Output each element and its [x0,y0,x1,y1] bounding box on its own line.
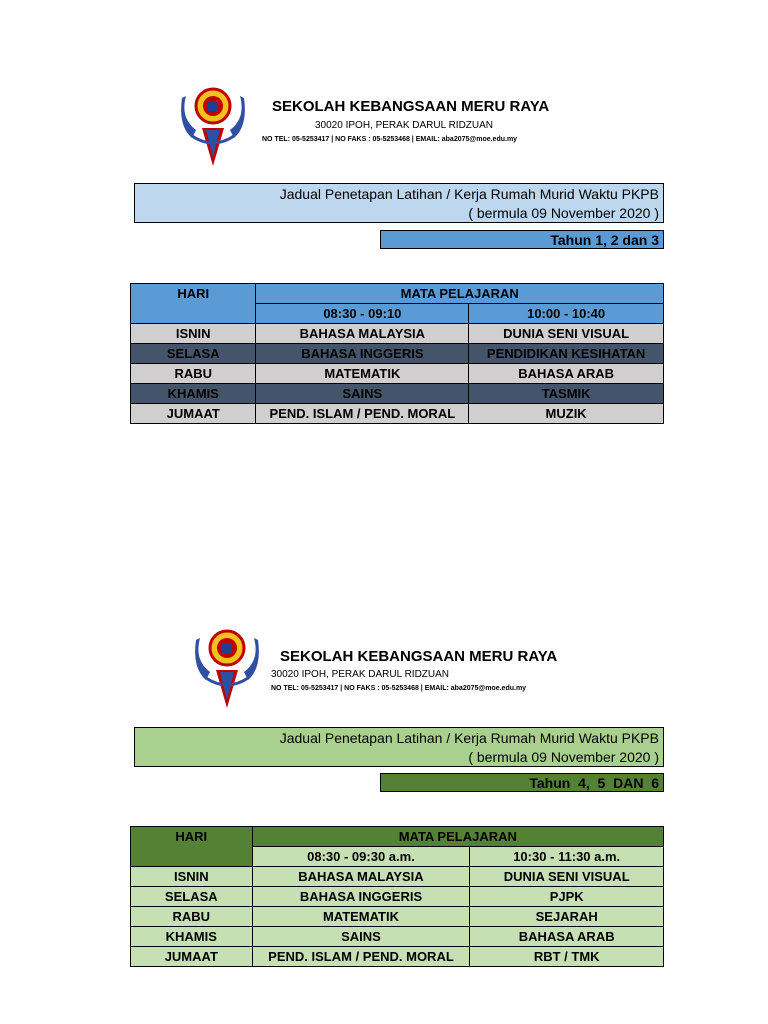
subject-cell: PENDIDIKAN KESIHATAN [469,344,664,364]
schedule-title-line2: ( bermula 09 November 2020 ) [468,749,659,765]
table-row [131,364,664,384]
header-slot-1: 08:30 - 09:30 a.m. [252,847,470,867]
subject-cell: PJPK [470,887,664,907]
day-cell: SELASA [131,344,256,364]
subject-cell: BAHASA INGGERIS [256,344,469,364]
table-row [131,404,664,424]
school-address: 30020 IPOH, PERAK DARUL RIDZUAN [271,669,450,680]
header-mata-pelajaran: MATA PELAJARAN [256,284,664,304]
subject-cell: SAINS [252,927,470,947]
subject-cell: TASMIK [469,384,664,404]
day-cell: RABU [131,907,253,927]
school-contact: NO TEL: 05-5253417 | NO FAKS : 05-5253468 | EMAIL: aba2075@moe.edu.my [271,685,527,692]
header-slot-2: 10:00 - 10:40 [469,304,664,324]
schedule-title-line1: Jadual Penetapan Latihan / Kerja Rumah Murid Waktu PKPB [279,730,659,746]
subject-cell: RBT / TMK [470,947,664,967]
subject-cell: SEJARAH [470,907,664,927]
table-row [131,324,664,344]
subject-cell: DUNIA SENI VISUAL [469,324,664,344]
table-row [131,907,664,927]
subject-cell: BAHASA ARAB [469,364,664,384]
header-slot-1: 08:30 - 09:10 [256,304,469,324]
schedule-table [130,826,664,967]
day-cell: KHAMIS [131,384,256,404]
subject-cell: BAHASA MALAYSIA [252,867,470,887]
subject-cell: PEND. ISLAM / PEND. MORAL [256,404,469,424]
subject-cell: MATEMATIK [256,364,469,384]
header-hari: HARI [131,284,256,324]
year-label: Tahun 1, 2 dan 3 [380,230,664,249]
subject-cell: MATEMATIK [252,907,470,927]
subject-cell: BAHASA INGGERIS [252,887,470,907]
table-row [131,344,664,364]
day-cell: ISNIN [131,324,256,344]
table-row [131,384,664,404]
school-logo [192,620,262,710]
school-address: 30020 IPOH, PERAK DARUL RIDZUAN [315,120,494,131]
school-name: SEKOLAH KEBANGSAAN MERU RAYA [280,648,558,665]
subject-cell: DUNIA SENI VISUAL [470,867,664,887]
table-row [131,867,664,887]
table-row [131,927,664,947]
day-cell: SELASA [131,887,253,907]
schedule-title [134,183,664,223]
schedule-title-line1: Jadual Penetapan Latihan / Kerja Rumah Murid Waktu PKPB [279,186,659,202]
schedule-title [134,727,664,767]
day-cell: KHAMIS [131,927,253,947]
schedule-table [130,283,664,424]
subject-cell: PEND. ISLAM / PEND. MORAL [252,947,470,967]
schedule-title-line2: ( bermula 09 November 2020 ) [468,205,659,221]
header-mata-pelajaran: MATA PELAJARAN [252,827,663,847]
subject-cell: MUZIK [469,404,664,424]
subject-cell: SAINS [256,384,469,404]
subject-cell: BAHASA MALAYSIA [256,324,469,344]
day-cell: JUMAAT [131,947,253,967]
header-slot-2: 10:30 - 11:30 a.m. [470,847,664,867]
table-row [131,947,664,967]
table-row [131,887,664,907]
school-contact: NO TEL: 05-5253417 | NO FAKS : 05-5253468 | EMAIL: aba2075@moe.edu.my [262,136,518,143]
school-name: SEKOLAH KEBANGSAAN MERU RAYA [272,98,550,115]
day-cell: ISNIN [131,867,253,887]
school-logo [178,78,248,168]
year-label: Tahun 4, 5 DAN 6 [380,773,664,792]
day-cell: RABU [131,364,256,384]
day-cell: JUMAAT [131,404,256,424]
subject-cell: BAHASA ARAB [470,927,664,947]
header-hari: HARI [131,827,253,867]
